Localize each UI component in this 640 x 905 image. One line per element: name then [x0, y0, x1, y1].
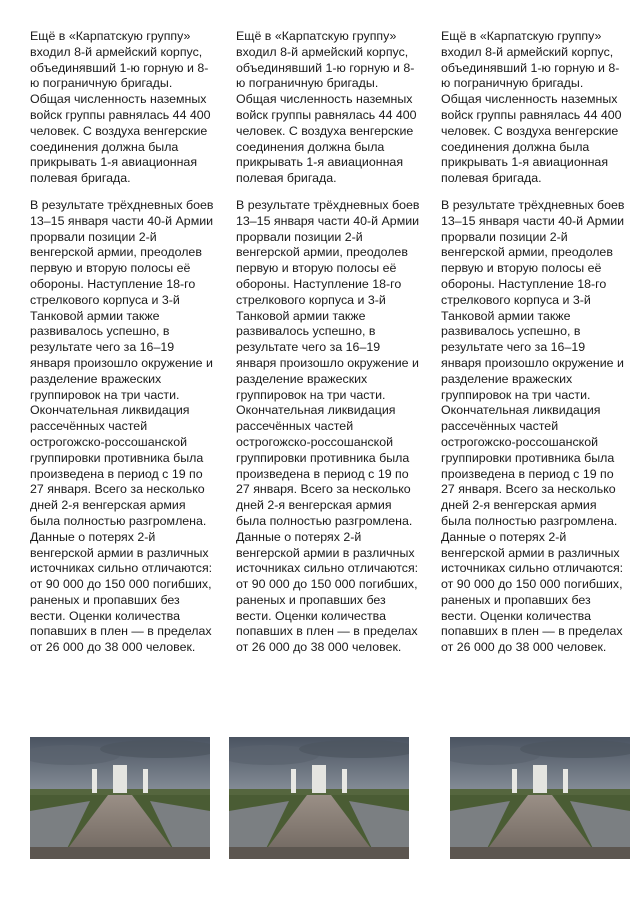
paragraph-2: В результате трёхдневных боев 13–15 января части 40-й Армии прорвали позиции 2-й венгерской армии, преодолев первую и вторую полосы её обороны. Наступление 18-го стрелкового корпуса и 3-й Танковой армии также развивалось успешно, в результате чего за 16–19 января произошло окружение и разделение вражеских группировок на три части. Окончательная ликвидация рассечённых частей острогожско-россошанской группировки противника была произведена в период с 19 по 27 января. Всего за несколько дней 2-я венгерская армия была полностью разгромлена. Данные о потерях 2-й венгерской армии в различных источниках сильно отличаются: от 90 000 до 150 000 погибших, раненых и пропавших без вести. Оценки количества попавших в плен — в пределах от 26 000 до 38 000 человек.: [236, 197, 420, 655]
paragraph-2: В результате трёхдневных боев 13–15 января части 40-й Армии прорвали позиции 2-й венгерской армии, преодолев первую и вторую полосы её обороны. Наступление 18-го стрелкового корпуса и 3-й Танковой армии также развивалось успешно, в результате чего за 16–19 января произошло окружение и разделение вражеских группировок на три части. Окончательная ликвидация рассечённых частей острогожско-россошанской группировки противника была произведена в период с 19 по 27 января. Всего за несколько дней 2-я венгерская армия была полностью разгромлена. Данные о потерях 2-й венгерской армии в различных источниках сильно отличаются: от 90 000 до 150 000 погибших, раненых и пропавших без вести. Оценки количества попавших в плен — в пределах от 26 000 до 38 000 человек.: [441, 197, 625, 655]
paragraph-1: Ещё в «Карпатскую группу» входил 8-й армейский корпус, объединявший 1-ю горную и 8-ю пограничную бригады. Общая численность наземных войск группы равнялась 44 400 человек. С воздуха венгерские соединения должна была прикрывать 1-я авиационная полевая бригада.: [30, 29, 211, 186]
paragraph-1: Ещё в «Карпатскую группу» входил 8-й армейский корпус, объединявший 1-ю горную и 8-ю пограничную бригады. Общая численность наземных войск группы равнялась 44 400 человек. С воздуха венгерские соединения должна была прикрывать 1-я авиационная полевая бригада.: [236, 29, 417, 186]
text-column-1: [30, 29, 215, 667]
paragraph-1: Ещё в «Карпатскую группу» входил 8-й армейский корпус, объединявший 1-ю горную и 8-ю пограничную бригады. Общая численность наземных войск группы равнялась 44 400 человек. С воздуха венгерские соединения должна была прикрывать 1-я авиационная полевая бригада.: [441, 29, 622, 186]
memorial-photo-1: [30, 737, 210, 859]
paragraph-2: В результате трёхдневных боев 13–15 января части 40-й Армии прорвали позиции 2-й венгерской армии, преодолев первую и вторую полосы её обороны. Наступление 18-го стрелкового корпуса и 3-й Танковой армии также развивалось успешно, в результате чего за 16–19 января произошло окружение и разделение вражеских группировок на три части. Окончательная ликвидация рассечённых частей острогожско-россошанской группировки противника была произведена в период с 19 по 27 января. Всего за несколько дней 2-я венгерская армия была полностью разгромлена. Данные о потерях 2-й венгерской армии в различных источниках сильно отличаются: от 90 000 до 150 000 погибших, раненых и пропавших без вести. Оценки количества попавших в плен — в пределах от 26 000 до 38 000 человек.: [30, 197, 214, 655]
text-column-2: [236, 29, 421, 667]
text-column-3: [441, 29, 626, 667]
memorial-photo-2: [229, 737, 409, 859]
memorial-photo-3: [450, 737, 630, 859]
